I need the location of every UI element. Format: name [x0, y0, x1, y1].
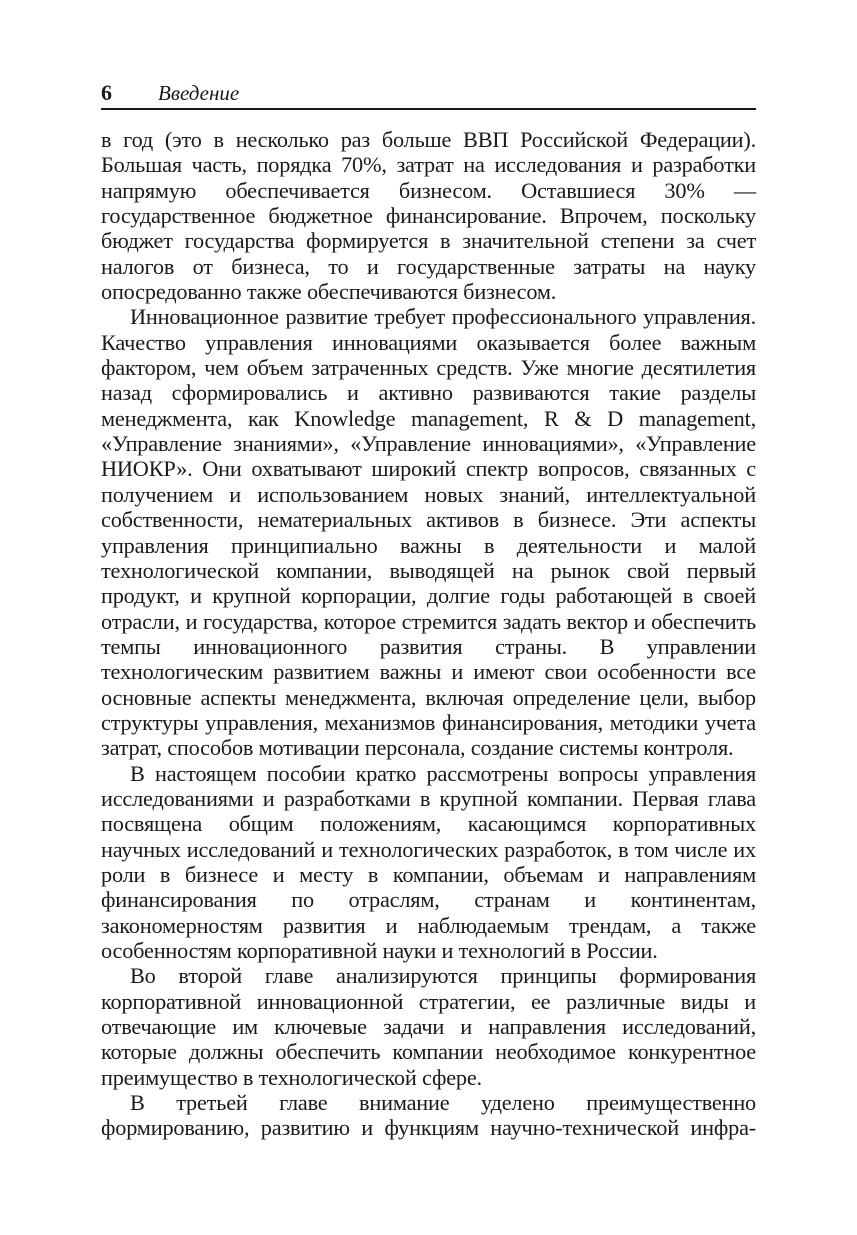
- paragraph-chapter-three: В третьей главе внимание уделено преимущественно формированию, развитию и функциям научно-технической инфра-: [101, 1090, 756, 1141]
- body-text: [101, 127, 756, 1141]
- paragraph-chapter-two: Во второй главе анализируются принципы формирования корпоративной инновационной стратегии, ее различные виды и отвечающие им ключевые задачи и направления исследований, которые должны обеспечить компании необходимое конкурентное преимущество в технологической сфере.: [101, 963, 756, 1090]
- section-title: Введение: [158, 81, 240, 105]
- paragraph-innovation-management: Инновационное развитие требует профессионального управления. Качество управления инновациями оказывается более важным фактором, чем объем затраченных средств. Уже многие десятилетия назад сформировались и активно развиваются такие разделы менеджмента, как Knowledge management, R & D management, «Управление знаниями», «Управление инновациями», «Управление НИОКР». Они охватывают широкий спектр вопросов, связанных с получением и использованием новых знаний, интеллектуальной собственности, нематериальных активов в бизнесе. Эти аспекты управления принципиально важны в деятельности и малой технологической компании, выводящей на рынок свой первый продукт, и крупной корпорации, долгие годы работающей в своей отрасли, и государства, которое стремится задать вектор и обеспечить темпы инновационного развития страны. В управлении технологическим развитием важны и имеют свои особенности все основные аспекты менеджмента, включая определение цели, выбор структуры управления, механизмов финансирования, методики учета затрат, способов мотивации персонала, создание системы контроля.: [101, 304, 756, 761]
- paragraph-chapter-one: В настоящем пособии кратко рассмотрены вопросы управления исследованиями и разработками в крупной компании. Первая глава посвящена общим положениям, касающимся корпоративных научных исследований и технологических разработок, в том числе их роли в бизнесе и месту в компании, объемам и направлениям финансирования по отраслям, странам и континентам, закономерностям развития и наблюдаемым трендам, а также особенностям корпоративной науки и технологий в России.: [101, 760, 756, 963]
- page-number: 6: [101, 80, 112, 105]
- running-head: [101, 80, 756, 110]
- paragraph-continued: в год (это в несколько раз больше ВВП Российской Федерации). Большая часть, порядка 70%, затрат на исследования и разработки напрямую обеспечивается бизнесом. Оставшиеся 30% — государственное бюджетное финансирование. Впрочем, поскольку бюджет государства формируется в значительной степени за счет налогов от бизнеса, то и государственные затраты на науку опосредованно также обеспечиваются бизнесом.: [101, 127, 756, 305]
- book-page: [101, 80, 756, 1141]
